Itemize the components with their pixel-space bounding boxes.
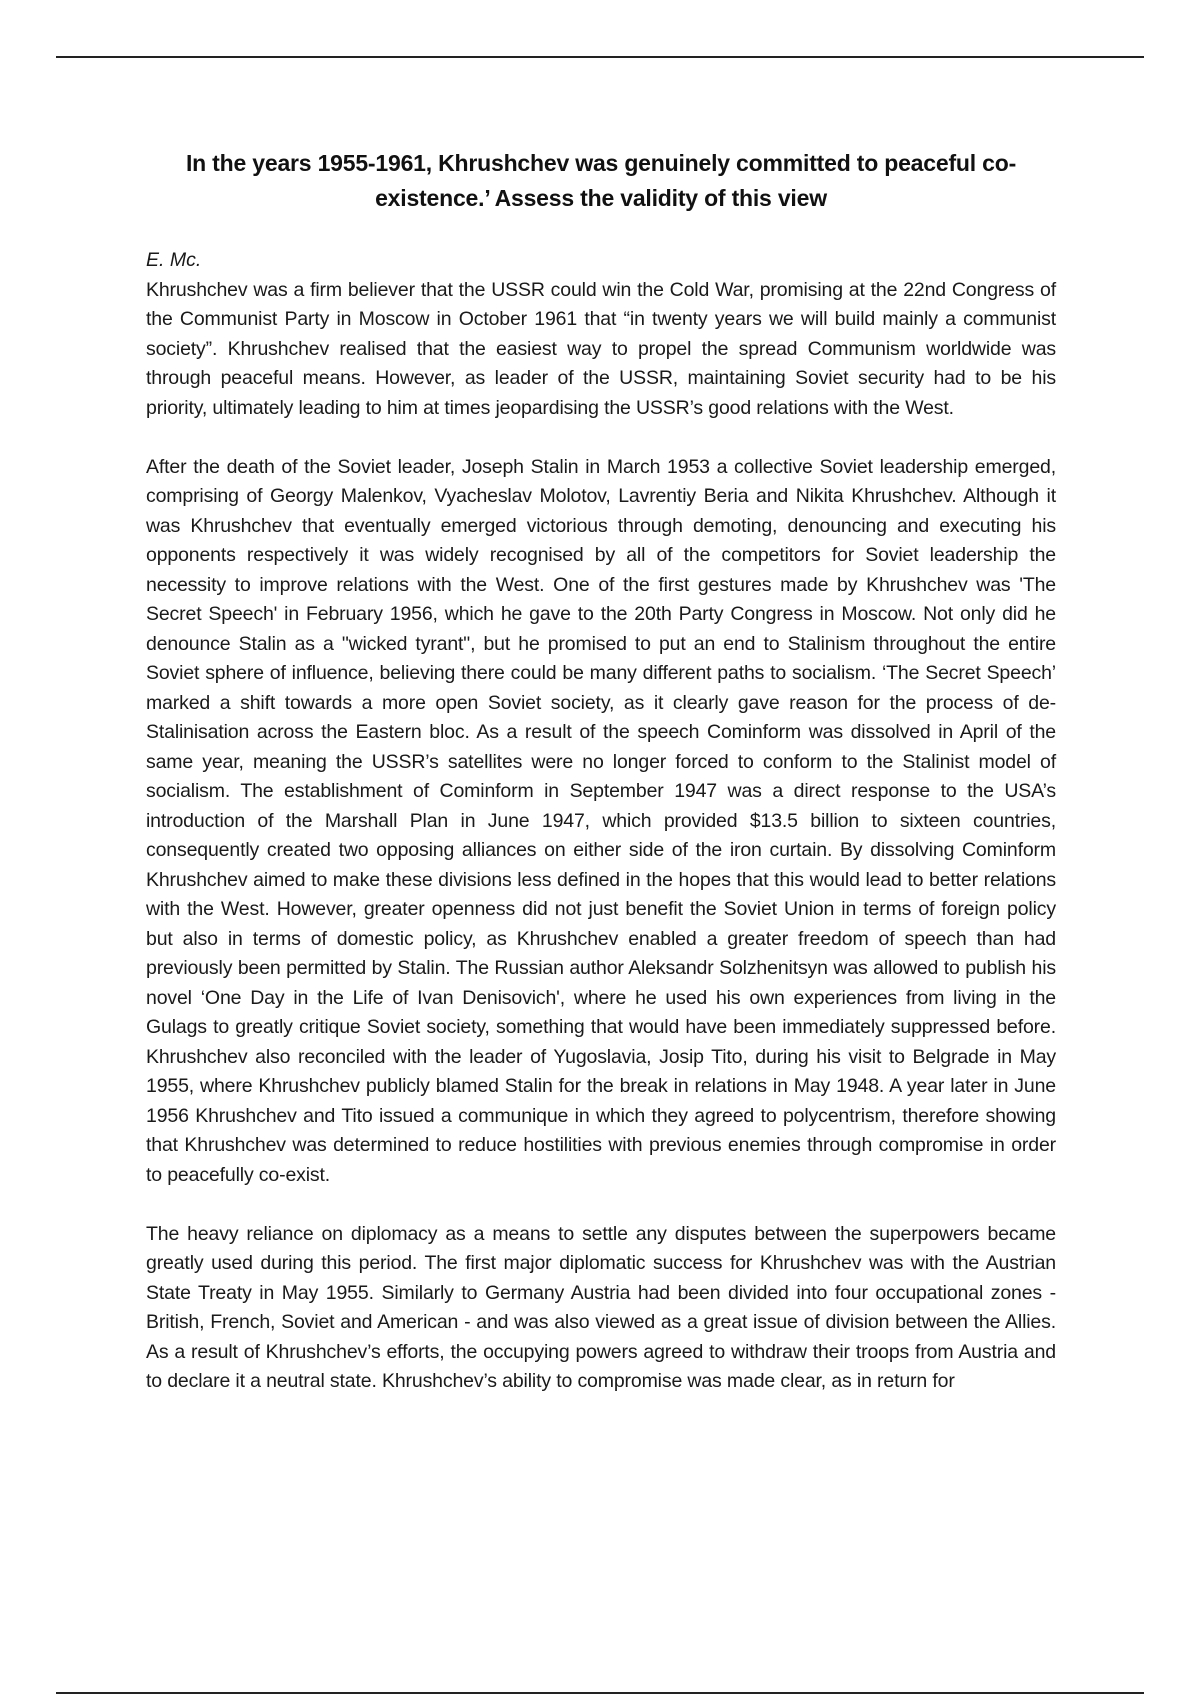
paragraph-diplomacy: The heavy reliance on diplomacy as a means to settle any disputes between the superpowers became greatly used during this period. The first major diplomatic success for Khrushchev was with the Austrian State Treaty in May 1955. Similarly to Germany Austria had been divided into four occupational zones - British, French, Soviet and American - and was also viewed as a great issue of division between the Allies. As a result of Khrushchev’s efforts, the occupying powers agreed to withdraw their troops from Austria and to declare it a neutral state. Khrushchev’s ability to compromise was made clear, as in return for [146, 1222, 1056, 1392]
author-line: E. Mc. [146, 249, 202, 271]
bottom-rule [56, 1692, 1144, 1694]
document-title: In the years 1955-1961, Khrushchev was genuinely committed to peaceful co-existence.’ Assess the validity of this view [185, 150, 1017, 211]
paragraph-secret-speech: After the death of the Soviet leader, Joseph Stalin in March 1953 a collective Soviet leadership emerged, comprising of Georgy Malenkov, Vyacheslav Molotov, Lavrentiy Beria and Nikita Khrushchev. Although it was Khrushchev that eventually emerged victorious through demoting, denouncing and executing his opponents respectively it was widely recognised by all of the competitors for Soviet leadership the necessity to improve relations with the West. One of the first gestures made by Khrushchev was 'The Secret Speech' in February 1956, which he gave to the 20th Party Congress in Moscow. Not only did he denounce Stalin as a "wicked tyrant", but he promised to put an end to Stalinism throughout the entire Soviet sphere of influence, believing there could be many different paths to socialism. ‘The Secret Speech’ marked a shift towards a more open Soviet society, as it clearly gave reason for the process of de-Stalinisation across the Eastern bloc. As a result of the speech Cominform was dissolved in April of the same year, meaning the USSR’s satellites were no longer forced to conform to the Stalinist model of socialism. The establishment of Cominform in September 1947 was a direct response to the USA’s introduction of the Marshall Plan in June 1947, which provided $13.5 billion to sixteen countries, consequently created two opposing alliances on either side of the iron curtain. By dissolving Cominform Khrushchev aimed to make these divisions less defined in the hopes that this would lead to better relations with the West. However, greater openness did not just benefit the Soviet Union in terms of foreign policy but also in terms of domestic policy, as Khrushchev enabled a greater freedom of speech than had previously been permitted by Stalin. The Russian author Aleksandr Solzhenitsyn was allowed to publish his novel ‘One Day in the Life of Ivan Denisovich', where he used his own experiences from living in the Gulags to greatly critique Soviet society, something that would have been immediately suppressed before. Khrushchev also reconciled with the leader of Yugoslavia, Josip Tito, during his visit to Belgrade in May 1955, where Khrushchev publicly blamed Stalin for the break in relations in May 1948. A year later in June 1956 Khrushchev and Tito issued a communique in which they agreed to polycentrism, therefore showing that Khrushchev was determined to reduce hostilities with previous enemies through compromise in order to peacefully co-exist. [146, 455, 1056, 1186]
document-page [146, 146, 1056, 1397]
top-rule [56, 56, 1144, 58]
paragraph-intro: Khrushchev was a firm believer that the USSR could win the Cold War, promising at the 22nd Congress of the Communist Party in Moscow in October 1961 that “in twenty years we will build mainly a communist society”. Khrushchev realised that the easiest way to propel the spread Communism worldwide was through peaceful means. However, as leader of the USSR, maintaining Soviet security had to be his priority, ultimately leading to him at times jeopardising the USSR’s good relations with the West. [146, 278, 1056, 419]
